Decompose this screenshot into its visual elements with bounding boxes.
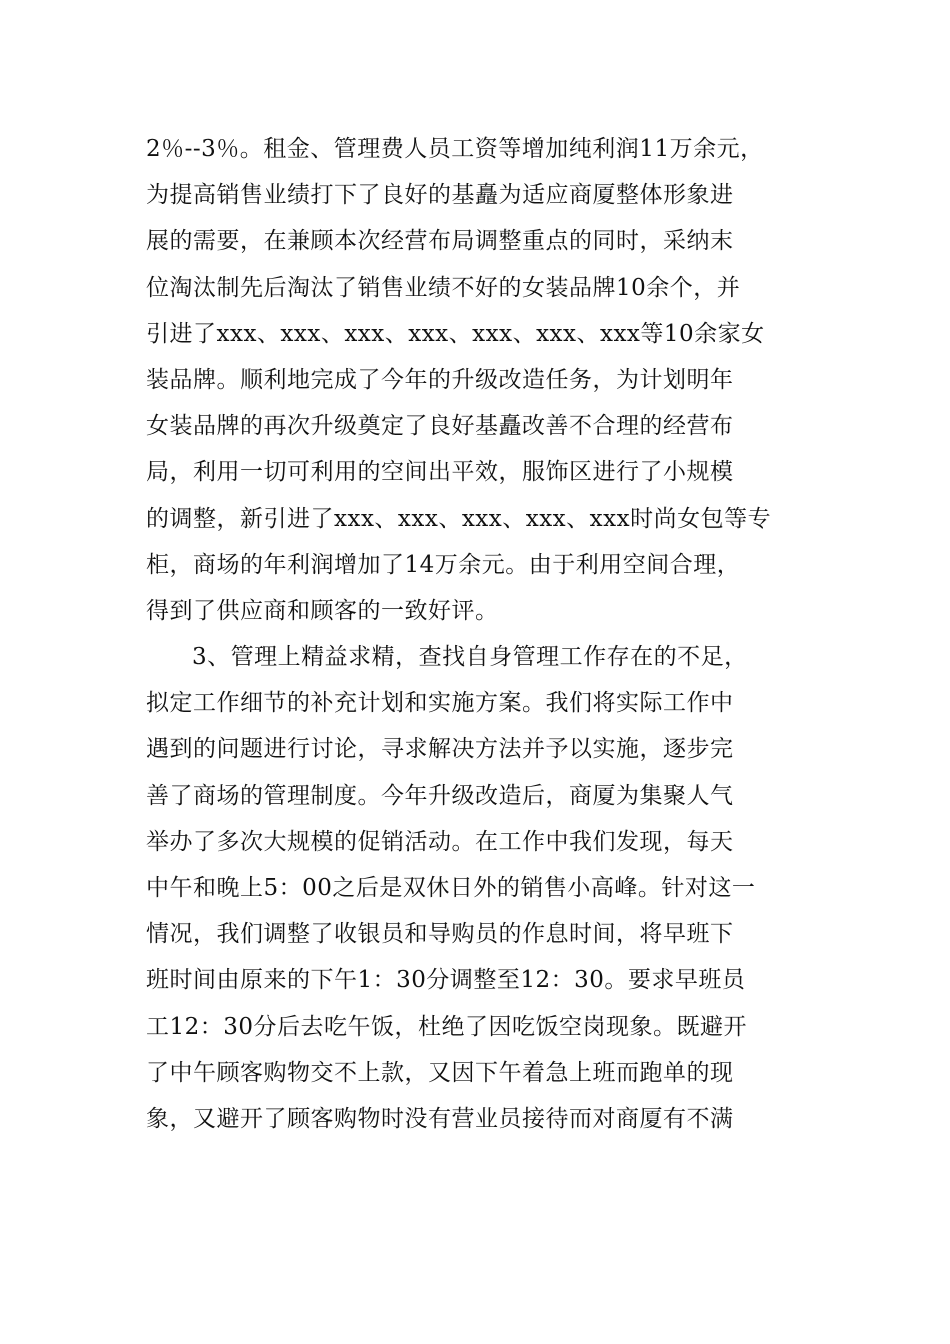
text-line: 了中午顾客购物交不上款，又因下午着急上班而跑单的现: [146, 1059, 734, 1086]
text-line: 中午和晚上5：00之后是双休日外的销售小高峰。针对这一: [146, 875, 756, 901]
text-line: 女装品牌的再次升级奠定了良好基矗改善不合理的经营布: [146, 413, 734, 440]
paragraph-start-line: 3、管理上精益求精，查找自身管理工作存在的不足，: [192, 644, 748, 671]
text-line: 举办了多次大规模的促销活动。在工作中我们发现，每天: [146, 828, 734, 855]
text-line: 2％--3％。租金、管理费人员工资等增加纯利润11万余元，: [146, 136, 764, 162]
text-line: 的调整，新引进了xxx、xxx、xxx、xxx、xxx时尚女包等专: [146, 505, 772, 532]
text-line: 为提高销售业绩打下了良好的基矗为适应商厦整体形象进: [146, 182, 734, 209]
text-line: 象，又避开了顾客购物时没有营业员接待而对商厦有不满: [146, 1105, 734, 1132]
text-line: 班时间由原来的下午1：30分调整至12：30。要求早班员: [146, 967, 746, 994]
text-line: 展的需要，在兼顾本次经营布局调整重点的同时，采纳末: [146, 228, 734, 255]
text-line: 装品牌。顺利地完成了今年的升级改造任务，为计划明年: [146, 366, 734, 393]
text-line: 引进了xxx、xxx、xxx、xxx、xxx、xxx、xxx等10余家女: [146, 320, 765, 347]
text-line: 工12：30分后去吃午饭，杜绝了因吃饭空岗现象。既避开: [146, 1013, 748, 1040]
body-text: [146, 126, 826, 1142]
text-line: 局，利用一切可利用的空间出平效，服饰区进行了小规模: [146, 459, 734, 486]
text-line: 柜，商场的年利润增加了14万余元。由于利用空间合理，: [146, 551, 741, 578]
text-line: 遇到的问题进行讨论，寻求解决方法并予以实施，逐步完: [146, 736, 734, 763]
text-line: 情况，我们调整了收银员和导购员的作息时间，将早班下: [146, 921, 734, 948]
text-line: 得到了供应商和顾客的一致好评。: [146, 597, 499, 624]
text-line: 位淘汰制先后淘汰了销售业绩不好的女装品牌10余个，并: [146, 274, 741, 301]
text-line: 拟定工作细节的补充计划和实施方案。我们将实际工作中: [146, 690, 734, 717]
text-line: 善了商场的管理制度。今年升级改造后，商厦为集聚人气: [146, 782, 734, 809]
